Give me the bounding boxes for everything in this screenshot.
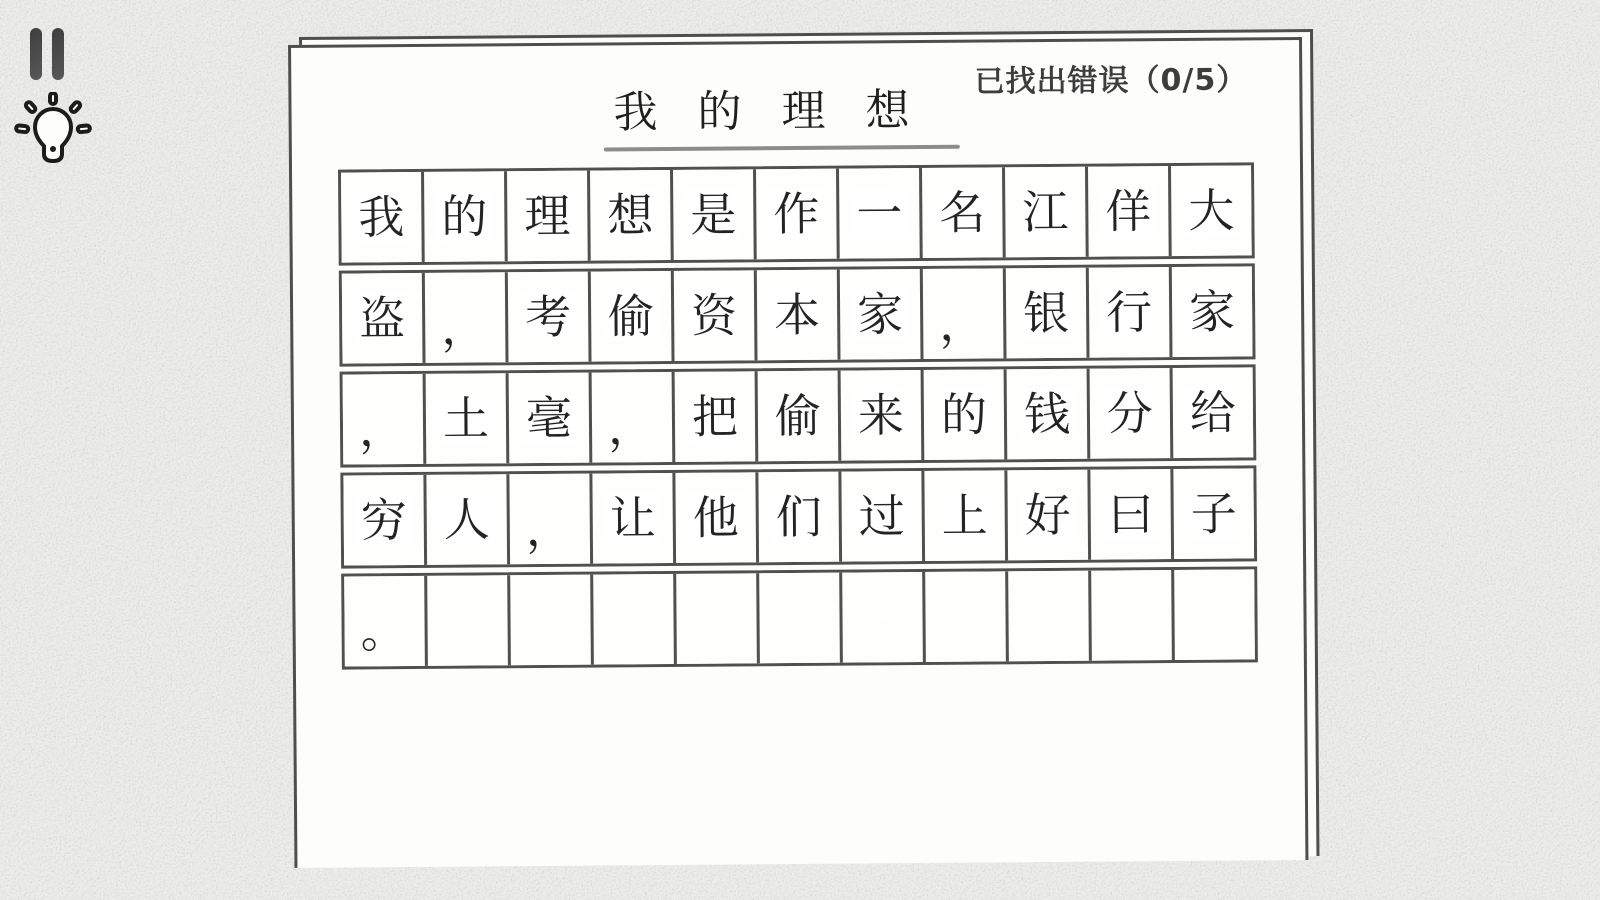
cell-character: ， xyxy=(939,296,986,351)
grid-cell[interactable] xyxy=(836,168,920,259)
cell-character: 人 xyxy=(440,494,494,544)
grid-cell[interactable] xyxy=(755,472,839,563)
cell-character: 大 xyxy=(1184,186,1238,236)
grid-cell[interactable] xyxy=(343,475,424,566)
grid-cell[interactable] xyxy=(344,576,425,667)
cell-character: 是 xyxy=(686,189,740,239)
grid-cell[interactable] xyxy=(422,272,506,363)
title-char[interactable]: 的 xyxy=(697,86,742,138)
cell-character: ， xyxy=(607,400,655,455)
cell-character: 过 xyxy=(855,491,909,541)
grid-cell[interactable] xyxy=(342,273,423,364)
grid-cell[interactable] xyxy=(343,374,424,465)
grid-cell[interactable] xyxy=(839,572,923,663)
title-underline xyxy=(604,145,960,152)
cell-character: 考 xyxy=(521,292,575,342)
grid-cell[interactable] xyxy=(1169,266,1253,357)
cell-character: 穷 xyxy=(357,495,411,545)
cell-character xyxy=(962,615,970,619)
pause-icon xyxy=(30,28,42,80)
grid-cell[interactable] xyxy=(754,270,838,361)
title-char[interactable]: 想 xyxy=(865,85,910,137)
essay-title xyxy=(613,87,909,138)
cell-character: 家 xyxy=(1185,287,1239,337)
cell-character: 好 xyxy=(1021,490,1075,540)
cell-character xyxy=(1128,613,1136,617)
grid-cell[interactable] xyxy=(504,171,588,262)
cell-character: 名 xyxy=(935,187,989,237)
grid-cell[interactable] xyxy=(753,169,837,260)
lightbulb-icon xyxy=(14,92,92,172)
grid-cell[interactable] xyxy=(919,167,1003,258)
grid-row xyxy=(339,263,1256,366)
cell-character: 佯 xyxy=(1101,186,1155,236)
grid-cell[interactable] xyxy=(506,474,590,565)
cell-character: 的 xyxy=(937,389,991,439)
cell-character xyxy=(630,617,638,621)
grid-cell[interactable] xyxy=(341,172,422,263)
grid-cell[interactable] xyxy=(589,473,673,564)
cell-character xyxy=(796,616,804,620)
cell-character: 作 xyxy=(769,189,823,239)
grid-cell[interactable] xyxy=(671,270,755,361)
grid-row xyxy=(338,162,1255,265)
grid-cell[interactable] xyxy=(670,169,754,260)
cell-character: 土 xyxy=(439,393,493,443)
grid-cell[interactable] xyxy=(1002,167,1086,258)
grid-cell[interactable] xyxy=(589,372,673,463)
grid-cell[interactable] xyxy=(421,171,505,262)
cell-character: 资 xyxy=(687,290,741,340)
cell-character xyxy=(713,617,721,621)
cell-character: 把 xyxy=(688,391,742,441)
cell-character: 给 xyxy=(1186,388,1240,438)
cell-character: 的 xyxy=(437,191,491,241)
grid-cell[interactable] xyxy=(1088,570,1172,661)
cell-character: 们 xyxy=(772,492,826,542)
grid-cell[interactable] xyxy=(838,370,922,461)
cell-character: 一 xyxy=(852,188,906,238)
cell-character: 本 xyxy=(770,290,824,340)
grid-row xyxy=(340,465,1257,568)
cell-character: 偷 xyxy=(771,391,825,441)
cell-character: 毫 xyxy=(522,393,576,443)
grid-cell[interactable] xyxy=(1087,469,1171,560)
cell-character: ， xyxy=(441,300,488,355)
cell-character xyxy=(1211,613,1219,617)
cell-character: 上 xyxy=(938,490,992,540)
grid-cell[interactable] xyxy=(755,371,839,462)
pause-button[interactable] xyxy=(26,26,72,84)
essay-paper xyxy=(288,37,1308,868)
grid-cell[interactable] xyxy=(506,373,590,464)
cell-character: 我 xyxy=(354,192,408,242)
grid-cell[interactable] xyxy=(921,470,1005,561)
pause-icon xyxy=(52,28,64,80)
grid-cell[interactable] xyxy=(1171,569,1255,660)
grid-cell[interactable] xyxy=(1004,369,1088,460)
cell-character xyxy=(464,619,472,623)
cell-character: ， xyxy=(358,402,406,457)
grid-cell[interactable] xyxy=(1085,166,1169,257)
hint-button[interactable] xyxy=(14,92,92,172)
grid-cell[interactable] xyxy=(588,271,672,362)
cell-character: 来 xyxy=(854,390,908,440)
grid-cell[interactable] xyxy=(1087,368,1171,459)
error-counter: 已找出错误（0/5） xyxy=(974,62,1248,100)
grid-cell[interactable] xyxy=(423,474,507,565)
cell-character: 盗 xyxy=(355,293,409,343)
grid-cell[interactable] xyxy=(590,574,674,665)
cell-character: 行 xyxy=(1102,287,1156,337)
grid-cell[interactable] xyxy=(1170,468,1254,559)
grid-cell[interactable] xyxy=(424,575,508,666)
title-char[interactable]: 我 xyxy=(613,87,658,139)
cell-character: 家 xyxy=(853,289,907,339)
cell-character: 分 xyxy=(1103,388,1157,438)
cell-character: 让 xyxy=(606,493,660,543)
cell-character xyxy=(879,615,887,619)
cell-character xyxy=(547,618,555,622)
cell-character: 。 xyxy=(360,604,407,659)
grid-cell[interactable] xyxy=(505,272,589,363)
grid-cell[interactable] xyxy=(1170,367,1254,458)
grid-cell[interactable] xyxy=(921,369,1005,460)
grid-cell[interactable] xyxy=(838,471,922,562)
grid-cell[interactable] xyxy=(672,371,756,462)
grid-cell[interactable] xyxy=(1086,267,1170,358)
grid-cell[interactable] xyxy=(423,373,507,464)
character-grid xyxy=(338,162,1258,674)
grid-cell[interactable] xyxy=(672,472,756,563)
cell-character: 偷 xyxy=(604,291,658,341)
grid-cell[interactable] xyxy=(922,571,1006,662)
grid-cell[interactable] xyxy=(1004,470,1088,561)
grid-cell[interactable] xyxy=(673,573,757,664)
cell-character: 想 xyxy=(603,190,657,240)
grid-cell[interactable] xyxy=(1005,571,1089,662)
cell-character: 银 xyxy=(1019,288,1073,338)
grid-cell[interactable] xyxy=(756,573,840,664)
cell-character: 曰 xyxy=(1104,489,1158,539)
grid-cell[interactable] xyxy=(507,575,591,666)
grid-cell[interactable] xyxy=(837,269,921,360)
title-char[interactable]: 理 xyxy=(781,85,826,138)
grid-cell[interactable] xyxy=(587,170,671,261)
cell-character: 理 xyxy=(520,191,574,241)
grid-cell[interactable] xyxy=(1168,165,1252,256)
cell-character: 他 xyxy=(689,492,743,542)
cell-character xyxy=(1045,614,1053,618)
cell-character: 江 xyxy=(1018,187,1072,237)
grid-row xyxy=(340,364,1257,467)
cell-character: 钱 xyxy=(1020,389,1074,439)
grid-row xyxy=(341,566,1258,669)
grid-cell[interactable] xyxy=(920,268,1004,359)
bulb-filament-dot xyxy=(50,146,56,152)
cell-character: ， xyxy=(525,501,573,557)
cell-character: 子 xyxy=(1187,489,1241,539)
grid-cell[interactable] xyxy=(1003,268,1087,359)
